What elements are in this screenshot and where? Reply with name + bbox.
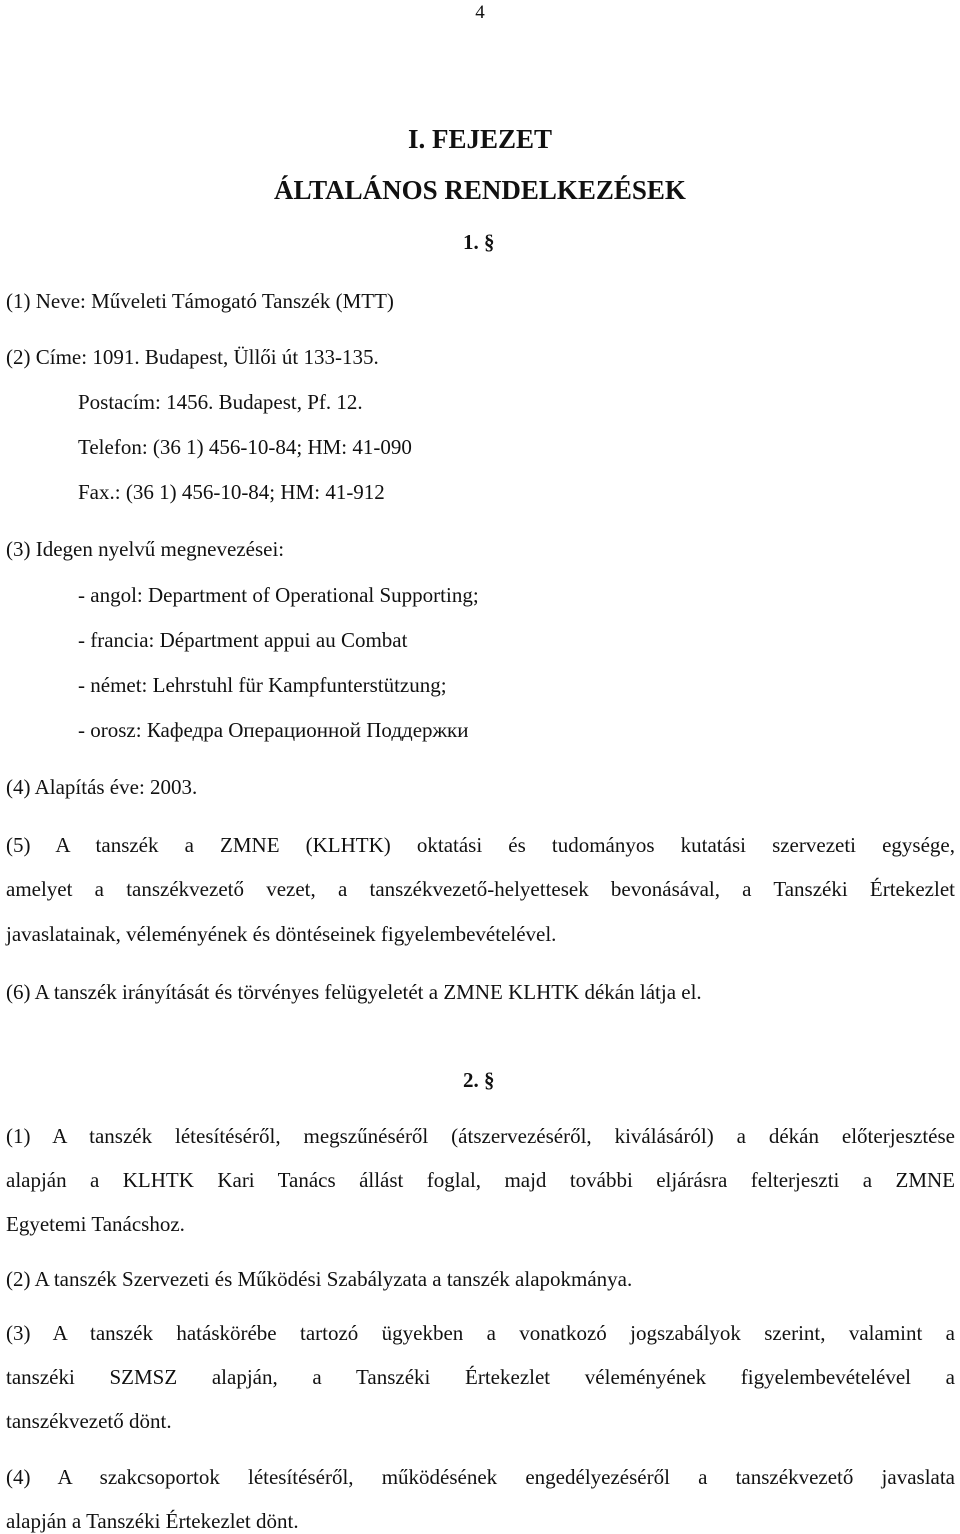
s2-paragraph-4-line-1: (4) A szakcsoportok létesítéséről, működésének engedélyezéséről a tanszékvezető javaslata xyxy=(6,1465,955,1489)
s1-paragraph-3: (3) Idegen nyelvű megnevezései: xyxy=(6,537,285,561)
name-english: - angol: Department of Operational Supporting; xyxy=(78,583,479,607)
name-french: - francia: Départment appui au Combat xyxy=(78,628,408,652)
s1-paragraph-5-line-3: javaslatainak, véleményének és döntéseinek figyelembevételével. xyxy=(6,922,557,946)
phone-number: Telefon: (36 1) 456-10-84; HM: 41-090 xyxy=(78,435,412,459)
s1-paragraph-5-line-1: (5) A tanszék a ZMNE (KLHTK) oktatási és tudományos kutatási szervezeti egysége, xyxy=(6,833,955,857)
section-2-mark: 2. § xyxy=(463,1068,495,1092)
s2-paragraph-3-line-1: (3) A tanszék hatáskörébe tartozó ügyekben a vonatkozó jogszabályok szerint, valamint a xyxy=(6,1321,955,1345)
s1-paragraph-1: (1) Neve: Műveleti Támogató Tanszék (MTT) xyxy=(6,289,394,313)
chapter-subtitle: ÁLTALÁNOS RENDELKEZÉSEK xyxy=(274,175,686,205)
s2-paragraph-1-line-1: (1) A tanszék létesítéséről, megszűnéséről (átszervezéséről, kiválásáról) a dékán előterjesztése xyxy=(6,1124,955,1148)
fax-number: Fax.: (36 1) 456-10-84; HM: 41-912 xyxy=(78,480,385,504)
s2-paragraph-1-line-2: alapján a KLHTK Kari Tanács állást foglal, majd további eljárásra felterjeszti a ZMNE xyxy=(6,1168,955,1192)
s1-paragraph-4: (4) Alapítás éve: 2003. xyxy=(6,775,198,799)
name-russian: - orosz: Кафедра Операционной Поддержки xyxy=(78,718,469,742)
section-1-mark: 1. § xyxy=(463,230,495,254)
s1-paragraph-2: (2) Címe: 1091. Budapest, Üllői út 133-135. xyxy=(6,345,379,369)
name-german: - német: Lehrstuhl für Kampfunterstützung; xyxy=(78,673,447,697)
postal-address: Postacím: 1456. Budapest, Pf. 12. xyxy=(78,390,363,414)
page-number: 4 xyxy=(475,2,485,23)
s2-paragraph-4-line-2: alapján a Tanszéki Értekezlet dönt. xyxy=(6,1509,299,1533)
s2-paragraph-3-line-2: tanszéki SZMSZ alapján, a Tanszéki Értekezlet véleményének figyelembevételével a xyxy=(6,1365,955,1389)
s2-paragraph-3-line-3: tanszékvezető dönt. xyxy=(6,1409,172,1433)
s2-paragraph-1-line-3: Egyetemi Tanácshoz. xyxy=(6,1212,185,1236)
s1-paragraph-5-line-2: amelyet a tanszékvezető vezet, a tanszékvezető-helyettesek bevonásával, a Tanszéki Értekezlet xyxy=(6,877,955,901)
chapter-title: I. FEJEZET xyxy=(407,124,553,154)
s2-paragraph-2: (2) A tanszék Szervezeti és Működési Szabályzata a tanszék alapokmánya. xyxy=(6,1267,633,1291)
s1-paragraph-6: (6) A tanszék irányítását és törvényes felügyeletét a ZMNE KLHTK dékán látja el. xyxy=(6,980,702,1004)
